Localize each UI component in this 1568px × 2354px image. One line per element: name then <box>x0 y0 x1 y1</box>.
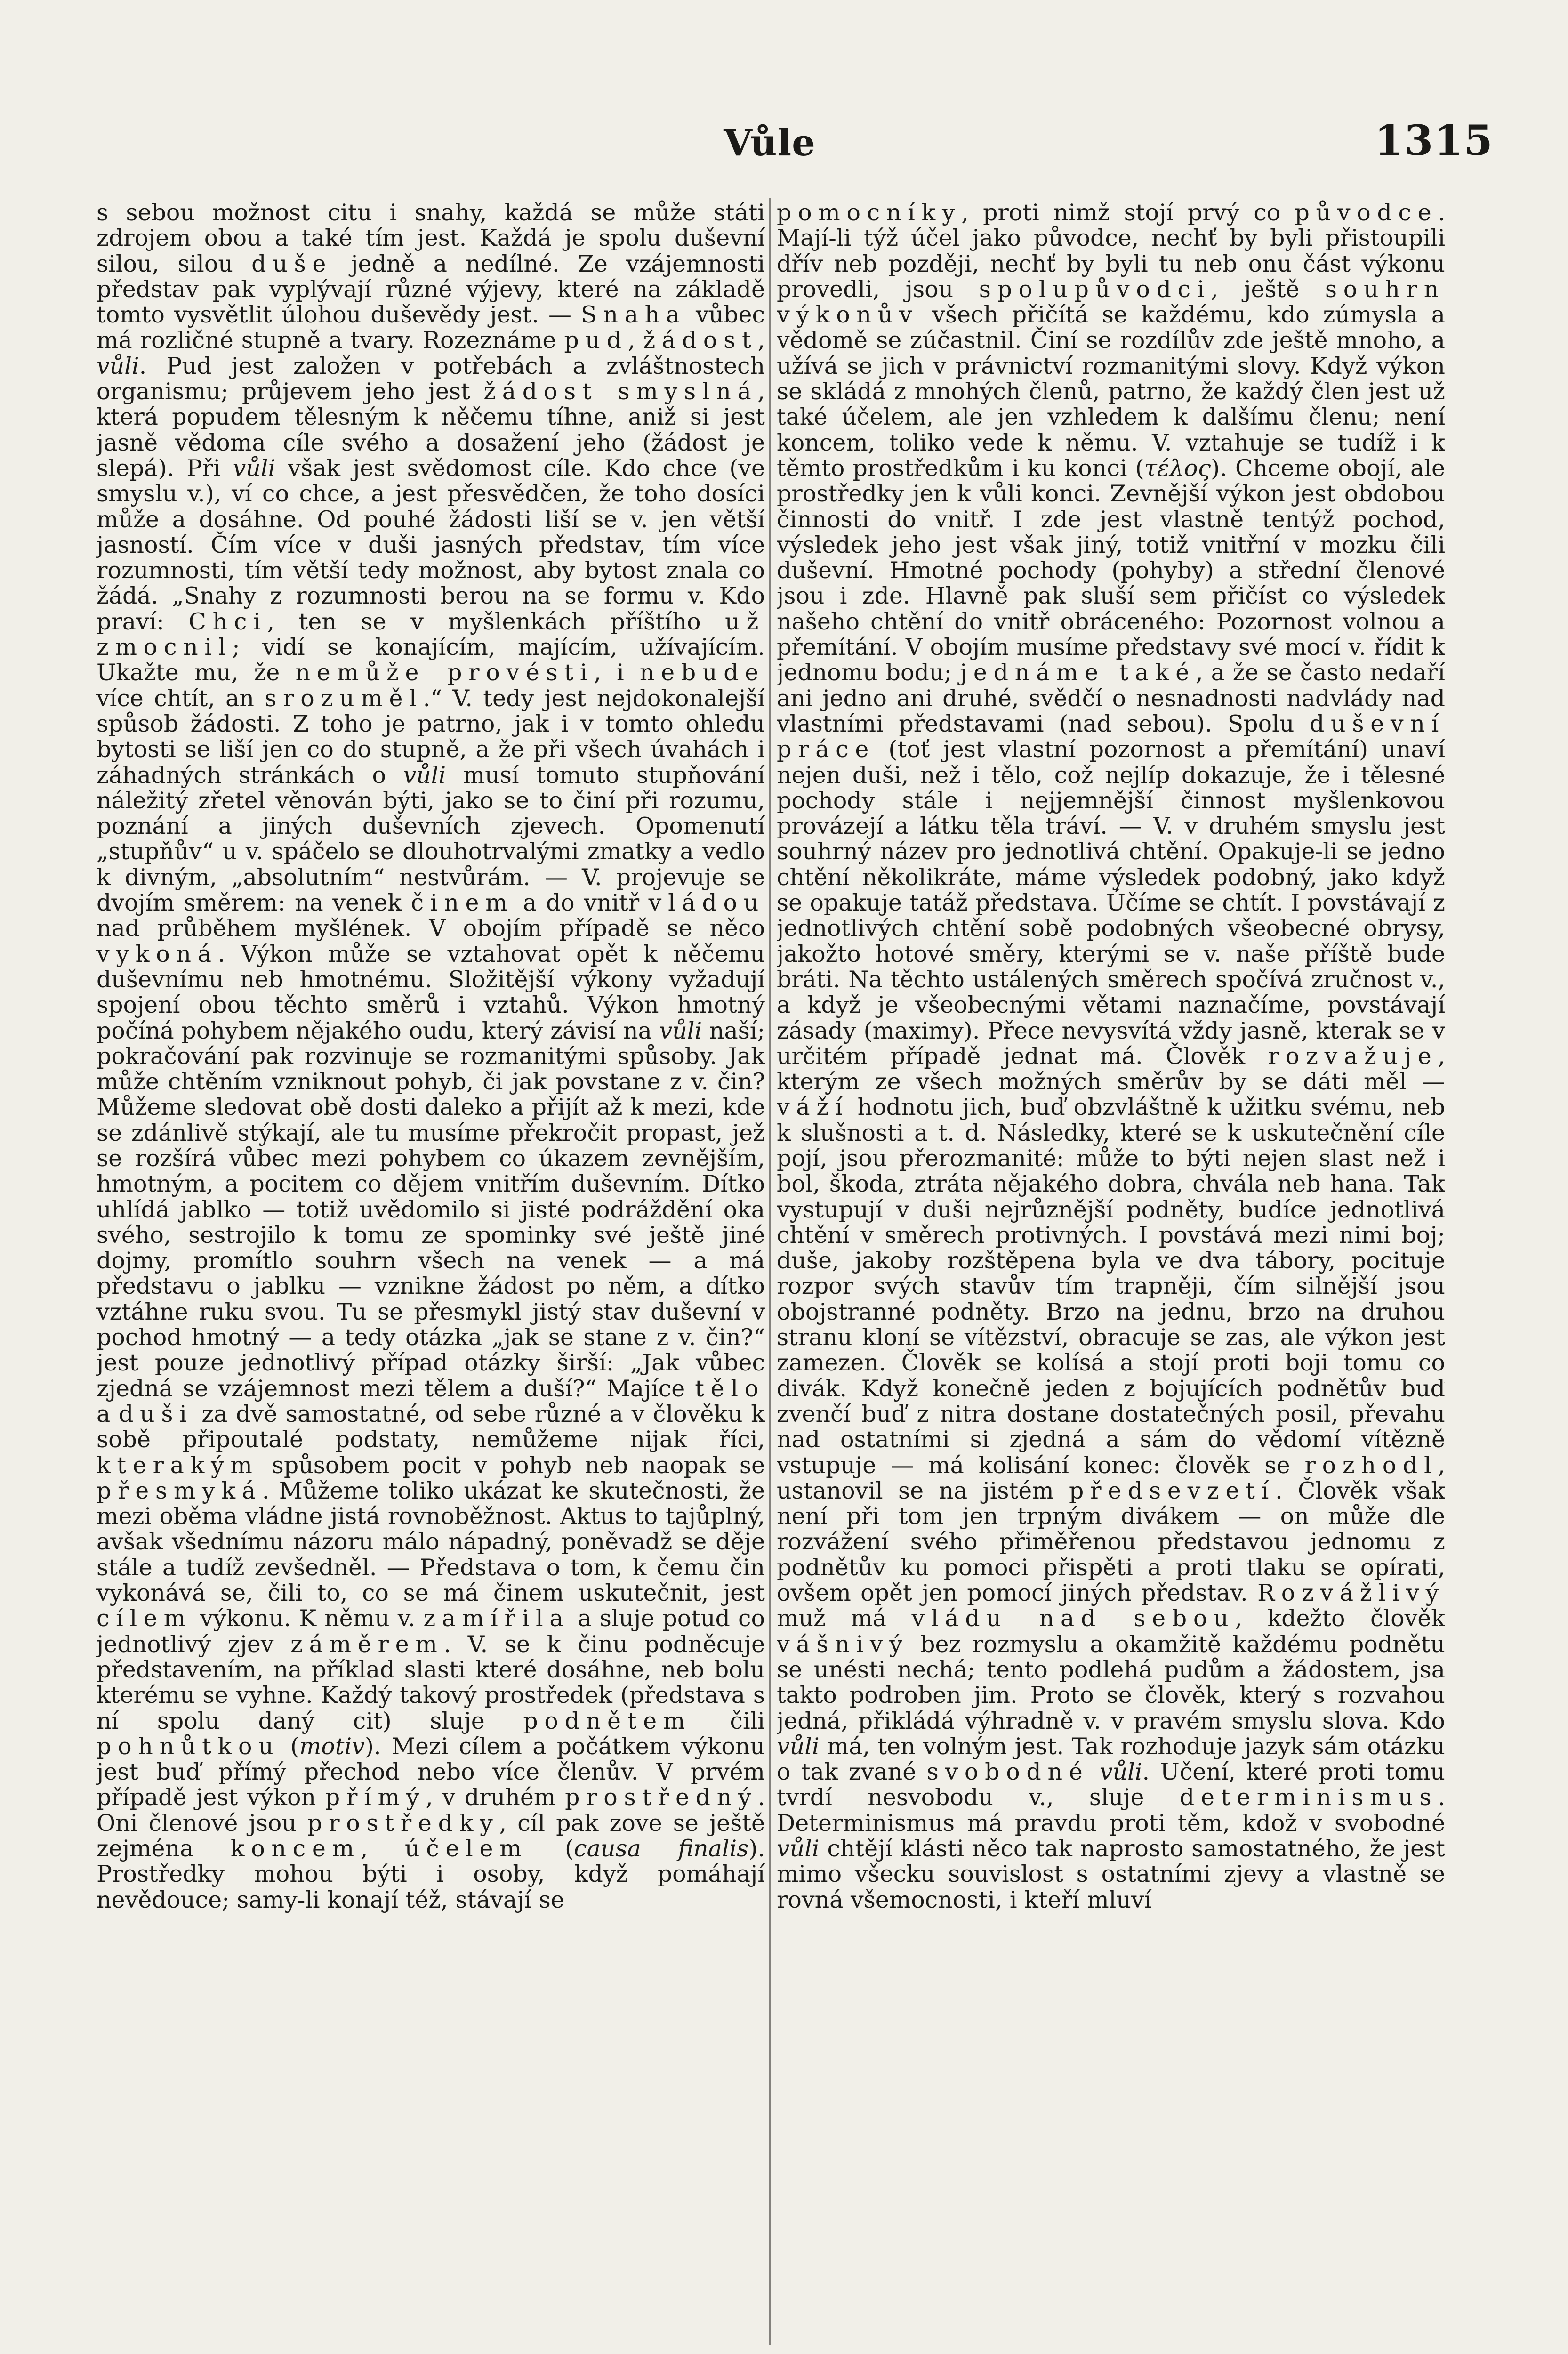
emphasis-spaced: souhrn výkonův <box>777 275 1445 329</box>
text-run: , která popudem tělesným k něčemu tíhne, aniž si jest jasně vědoma cíle svého a dosažení jeho (žádost je slepá). Při <box>96 378 765 482</box>
emphasis-spaced: Snaha <box>581 301 686 329</box>
text-run: naší; pokračování pak rozvinuje se rozmanitými spůsoby. Jak může chtěním vzniknout pohyb, či jak povstane z v. čin? Můžeme sledovat obě dosti daleko a přijít až k mezi, kde se zdánlivě stýkají, ale tu musíme překročit propast, jež se rozšírá vůbec mezi pohybem co úkazem zevnějším, hmotným, a pocitem co dějem vnitřím duševním. Dítko uhlídá jablko — totiž uvědomilo si jisté podráždění oka svého, sestrojilo k tomu ze spominky své ještě jiné dojmy, promítlo souhrn všech na venek — a má představu o jablku — vznikne žádost po něm, a dítko vztáhne ruku svou. Tu se přesmykl jistý stav duševní v pochod hmotný — a tedy otázka „jak se stane z v. čin?“ jest pouze jednotlivý případ otázky širší: „Jak vůbec zjedná se vzájemnost mezi tělem a duší?“ Majíce <box>96 1017 765 1402</box>
text-run: jedně a nedílné. Ze vzájemnosti představ pak vyplývají různé výjevy, které na základě tomto vysvětlit úlohou duševědy jest. — <box>96 250 765 329</box>
text-run: , ten se v myšlenkách příštího <box>267 608 725 635</box>
emphasis-spaced: žádost smyslná <box>483 378 758 405</box>
emphasis-spaced: jednáme také <box>959 659 1196 686</box>
text-run: ). Prostředky mohou býti i osoby, když pomáhají nevědouce; samy-li konají též, stávají se <box>96 1835 765 1913</box>
emphasis-spaced: váží <box>777 1094 849 1121</box>
running-head: Vůle <box>724 121 816 164</box>
text-run: má, ten volným jest. Tak rozhoduje jazyk sám otázku o tak zvané <box>777 1733 1445 1786</box>
text-column-left <box>96 200 765 2347</box>
page-number: 1315 <box>1375 116 1494 165</box>
text-run: bez rozmyslu a okamžitě každému podnětu se unésti nechá; tento podlehá pudům a žádostem, jsa takto podroben jim. Proto se člověk, který s rozvahou jedná, přikládá výhradně v. v pravém smyslu slova. Kdo <box>777 1630 1445 1734</box>
emphasis-spaced: zamířila <box>423 1605 570 1632</box>
text-run: ( <box>528 1835 574 1862</box>
emphasis-spaced: Rozvážlivý <box>1257 1580 1445 1607</box>
text-run: ; vidí se konajícím, majícím, užívajícím. Ukažte mu, že <box>96 634 765 686</box>
emphasis-spaced: podnětem <box>523 1707 692 1734</box>
text-run: .“ V. tedy jest nejdokonalejší spůsob žádosti. Z toho je patrno, jak i v tomto ohledu bytosti se liší jen co do stupně, a že při všech úvahách i záhadných stránkách o <box>96 685 765 789</box>
emphasis-spaced: prostředky <box>307 1809 499 1837</box>
text-run: spůsobem pocit v pohyb neb naopak se <box>258 1451 765 1479</box>
emphasis-spaced: pomocníky <box>777 200 962 226</box>
text-run: ( <box>280 1733 299 1760</box>
text-run: , v druhém <box>426 1784 565 1811</box>
emphasis-spaced: předsevzetí <box>1069 1477 1276 1504</box>
emphasis-spaced: cílem <box>96 1605 192 1632</box>
text-run: a do vnitř <box>514 889 649 917</box>
emphasis-it: vůli <box>96 352 139 379</box>
emphasis-spaced: duše <box>251 250 333 277</box>
column-paragraph <box>777 200 1445 1913</box>
emphasis-spaced: srozuměl <box>265 685 423 712</box>
text-run: . Mají-li týž účel jako původce, nechť by byli přistoupili dřív neb později, nechť by byli tu neb onu část výkonu provedli, jsou <box>777 200 1445 303</box>
text-run: , kdežto člověk <box>1235 1605 1445 1632</box>
emphasis-spaced: Chci <box>188 608 267 635</box>
text-run: . Determinismus má pravdu proti těm, kdož v svobodné <box>777 1784 1445 1837</box>
text-run: všech přičítá se každému, kdo zúmysla a vědomě se zúčastnil. Činí se rozdílův zde ještě mnoho, a užívá se jich v právnictví rozmanitými slovy. Když výkon se skládá z mnohých členů, patrno, že každý člen jest už také účelem, ale jen vzhledem k dalšímu členu; není koncem, toliko vede k němu. V. vztahuje se tudíž i k těmto prostředkům i ku konci ( <box>777 301 1445 482</box>
text-run: . Můžeme toliko ukázat ke skutečnosti, že mezi oběma vládne jistá rovnoběžnost. Aktus to tajůplný, avšak všednímu názoru málo nápadný, poněvadž se děje stále a tudíž zevšedněl. — Představa o tom, k čemu čin vykonává se, čili to, co se má činem uskutečnit, jest <box>96 1477 765 1607</box>
text-run: však jest svědomost cíle. Kdo chce (ve smyslu v.), ví co chce, a jest přesvědčen, že toho dosíci může a dosáhne. Od pouhé žádosti liší se v. jen větší jasností. Čím více v duši jasných představ, tím více rozumnosti, tím větší tedy možnost, aby bytost znala co žádá. „Snahy z rozumnosti berou na se formu v. Kdo praví: <box>96 454 765 635</box>
text-run: chtějí klásti něco tak naprosto samostatného, že jest mimo všecku souvislost s ostatními zjevy a vlastně se rovná všemocnosti, i kteří mluví <box>777 1835 1445 1913</box>
text-run: , <box>757 327 765 354</box>
text-run: a <box>96 1400 119 1427</box>
emphasis-spaced: spolupůvodci <box>979 275 1211 303</box>
emphasis-spaced: činem <box>410 889 514 917</box>
emphasis-spaced: prostředný <box>565 1784 758 1811</box>
text-run: vůbec má rozličné stupně a tvary. Rozeznáme <box>96 301 765 354</box>
text-run: výkonu. K němu v. <box>192 1605 424 1632</box>
text-run: s sebou možnost citu i snahy, každá se může státi zdrojem obou a také tím jest. Každá je spolu duševní silou, silou <box>96 200 765 277</box>
emphasis-spaced: svobodné <box>926 1758 1089 1786</box>
text-column-right <box>777 200 1445 2347</box>
emphasis-spaced: už zmocnil <box>96 608 765 661</box>
emphasis-spaced: přesmyká <box>96 1477 262 1504</box>
emphasis-spaced: rozvažuje <box>1268 1042 1438 1070</box>
text-run <box>1089 1758 1100 1785</box>
emphasis-it: vůli <box>777 1835 820 1862</box>
emphasis-it: causa finalis <box>574 1835 749 1862</box>
emphasis-spaced: nemůže provésti <box>295 659 594 686</box>
column-divider <box>769 198 771 2345</box>
emphasis-spaced: vášnivý <box>777 1630 909 1658</box>
emphasis-spaced: determinismus <box>1179 1784 1438 1811</box>
emphasis-it: vůli <box>1099 1758 1142 1786</box>
text-run: čili <box>692 1707 765 1734</box>
emphasis-it: vůli <box>777 1733 820 1760</box>
text-run: . Pud jest založen v potřebách a zvláštnostech organismu; průjevem jeho jest <box>96 352 765 405</box>
text-run: hodnotu jich, buď obzvláštně k užitku svému, neb k slušnosti a t. d. Následky, které se k uskutečnění cíle pojí, jsou přerozmanité: může to býti nejen slast než i bol, škoda, ztráta nějakého dobra, chvála neb hana. Tak vystupují v duši nejrůznější podněty, budíce jednotlivá chtění v směrech protivných. I povstává mezi nimi boj; duše, jakoby rozštěpena byla ve dva tábory, pocituje rozpor svých stavův tím trapněji, čím silnější jsou obojstranné podněty. Brzo na jednu, brzo na druhou stranu kloní se vítězství, obracuje se zas, ale výkon jest zamezen. Člověk se kolísá a stojí proti boji tomu co divák. Když konečně jeden z bojujících podnětův buď zvenčí buď z nitra dostane dostatečných posil, převahu nad ostatními si zjedná a sám do vědomí vítězně vstupuje — má kolisání konec: člověk se <box>777 1094 1445 1479</box>
emphasis-spaced: vládou <box>648 889 765 917</box>
emphasis-spaced: tělo <box>695 1375 765 1402</box>
column-paragraph <box>96 200 765 1913</box>
emphasis-spaced: nebude <box>639 659 765 686</box>
emphasis-spaced: vykoná <box>96 940 218 967</box>
emphasis-spaced: koncem <box>230 1835 361 1862</box>
text-run: a sluje potud co jednotlivý zjev <box>96 1605 765 1658</box>
emphasis-spaced: účelem <box>405 1835 528 1862</box>
emphasis-it: vůli <box>233 454 276 482</box>
emphasis-it: motiv <box>299 1733 365 1760</box>
emphasis-spaced: původce <box>1295 200 1438 226</box>
text-run: za dvě samostatné, od sebe různé a v člověku k sobě připoutalé podstaty, nemůžeme nijak říci, <box>96 1400 765 1453</box>
emphasis-it: vůli <box>403 761 446 789</box>
emphasis-spaced: kterakým <box>96 1451 259 1479</box>
text-run: více chtít, an <box>96 685 265 712</box>
text-run: (toť jest vlastní pozornost a přemítání) unaví nejen duši, než i tělo, což nejlíp dokazuje, že i tělesné pochody stále i nejjemnější činnost myšlenkovou provázejí a látku těla tráví. — V. v druhém smyslu jest souhrný název pro jednotlivá chtění. Opakuje-li se jedno chtění několikráte, máme výsledek podobný, jako když se opakuje tatáž představa. Účíme se chtít. I povstávají z jednotlivých chtění sobě podobných všeobecné obrysy, jakožto hotové směry, kterými se v. naše příště bude bráti. Na těchto ustálených směrech spočívá zručnost v., a když je všeobecnými větami naznačíme, povstávají zásady (maximy). Přece nevysvítá vždy jasně, kterak se v určitém případě jednat má. Člověk <box>777 736 1445 1070</box>
text-run: , ustanovil se na jistém <box>777 1451 1445 1504</box>
text-run: , a že se často nedaří ani jedno ani druhé, svědčí o nesnadnosti nadvlády nad vlastními představami (nad sebou). Spolu <box>777 659 1445 737</box>
emphasis-greek: τέλος <box>1144 454 1211 482</box>
emphasis-spaced: záměrem <box>290 1630 444 1658</box>
text-run: . Výkon může se vztahovat opět k něčemu duševnímu neb hmotnému. Složitější výkony vyžadují spojení obou těchto směrů i vztahů. Výkon hmotný počíná pohybem nějakého oudu, který závisí na <box>96 940 765 1044</box>
emphasis-spaced: duši <box>118 1400 193 1427</box>
emphasis-spaced: rozhodl <box>1304 1451 1438 1479</box>
text-run: , i <box>594 659 640 686</box>
text-run: nad průběhem myšlének. V obojím případě se něco <box>96 915 765 942</box>
text-run: . Učení, které proti tomu tvrdí nesvobodu v., sluje <box>777 1758 1445 1811</box>
text-run: , <box>627 327 643 354</box>
emphasis-spaced: žádost <box>643 327 758 354</box>
text-run: muž má <box>777 1605 912 1632</box>
text-run: ). Chceme obojí, ale prostředky jen k vůli konci. Zevnější výkon jest obdobou činnosti do vnitř. I zde jest vlastně tentýž pochod, výsledek jeho jest však jiný, totiž vnitřní v mozku čili duševní. Hmotné pochody (pohyby) a střední členové jsou i zde. Hlavně pak sluší sem přičíst co výsledek našeho chtění do vnitř obráceného: Pozornost volnou a přemítání. V obojím musíme představy své mocí v. řídit k jednomu bodu; <box>777 454 1445 686</box>
text-run: ). Mezi cílem a počátkem výkonu jest buď přímý přechod nebo více členův. V prvém případě jest výkon <box>96 1733 765 1811</box>
text-run: , cíl pak zove se ještě zejména <box>96 1809 765 1862</box>
text-run: , proti nimž stojí prvý co <box>961 200 1295 226</box>
text-run: . Oni členové jsou <box>96 1784 765 1837</box>
emphasis-spaced: pud <box>564 327 628 354</box>
emphasis-spaced: vládu nad sebou <box>911 1605 1235 1632</box>
emphasis-spaced: přímý <box>325 1784 426 1811</box>
text-run: . Člověk však není při tom jen trpným divákem — on může dle rozvážení svého přiměřenou představou jednomu z podnětův ku pomoci přispěti a proti tlaku se opírati, ovšem opět jen pomocí jiných představ. <box>777 1477 1445 1607</box>
text-run: , ještě <box>1211 275 1325 303</box>
emphasis-spaced: duševní práce <box>777 710 1445 763</box>
text-run: , <box>360 1835 405 1862</box>
emphasis-spaced: pohnůtkou <box>96 1733 280 1760</box>
text-run: . V. se k činu podněcuje představením, na příklad slasti které dosáhne, neb bolu kterému se vyhne. Každý takový prostředek (představa s ní spolu daný cit) sluje <box>96 1630 765 1734</box>
text-run: musí tomuto stupňování náležitý zřetel věnován býti, jako se to činí při rozumu, poznání a jiných duševních zjevech. Opomenutí „stupňův“ u v. spáčelo se dlouhotrvalými zmatky a vedlo k divným, „absolutním“ nestvůrám. — V. projevuje se dvojím směrem: na venek <box>96 761 765 917</box>
text-run: , kterým ze všech možných směrův by se dáti měl — <box>777 1042 1445 1096</box>
emphasis-it: vůli <box>659 1017 702 1044</box>
